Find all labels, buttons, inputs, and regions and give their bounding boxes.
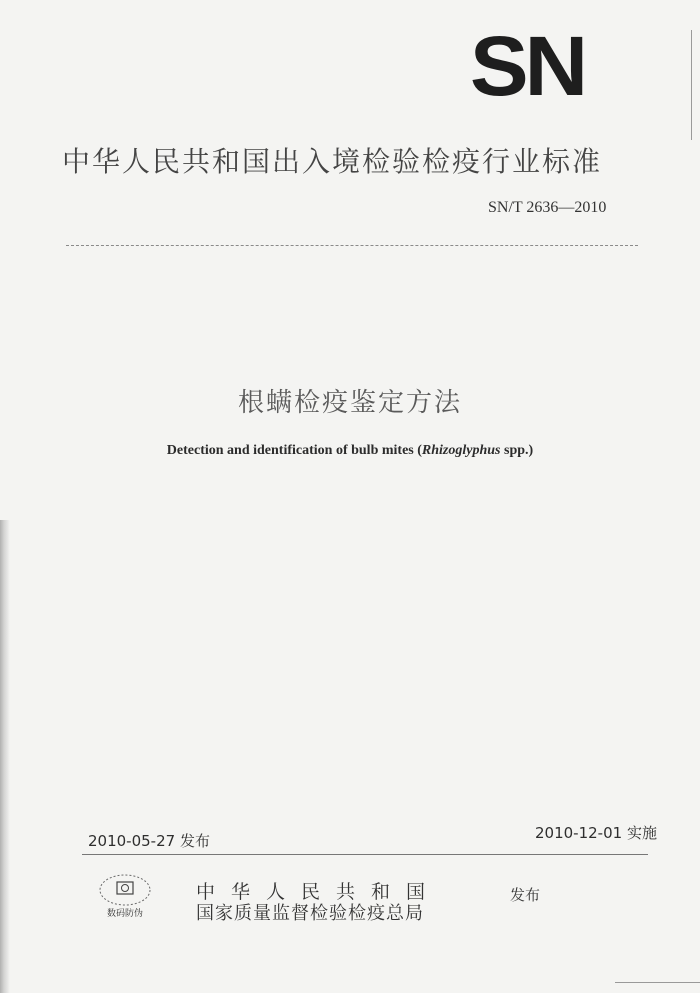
footer-edge-line — [615, 982, 700, 983]
scan-edge-line — [691, 30, 692, 140]
sn-logo: SN — [469, 19, 585, 113]
standard-category-title: 中华人民共和国出入境检验检疫行业标准 — [62, 145, 603, 178]
standard-number: SN/T 2636—2010 — [488, 199, 607, 216]
document-title-english — [0, 443, 700, 459]
header-divider — [66, 245, 638, 246]
implementation-date: 2010-12-01 实施 — [535, 824, 657, 842]
seal-caption: 数码防伪 — [106, 909, 144, 919]
issuer-line-1: 中华人民共和国 — [196, 881, 442, 903]
issuer-line-2: 国家质量监督检验检疫总局 — [196, 903, 424, 924]
scan-edge-shadow — [0, 520, 10, 993]
footer-divider — [82, 854, 648, 855]
title-english-suffix: spp.) — [500, 443, 534, 458]
document-title-chinese: 根螨检疫鉴定方法 — [237, 388, 462, 418]
title-english-genus: Rhizoglyphus — [421, 443, 501, 458]
anti-counterfeit-seal-icon — [96, 870, 154, 920]
issue-action-label: 发布 — [510, 886, 541, 904]
title-english-prefix: Detection and identification of bulb mites ( — [166, 443, 422, 458]
publish-date: 2010-05-27 发布 — [88, 832, 210, 850]
